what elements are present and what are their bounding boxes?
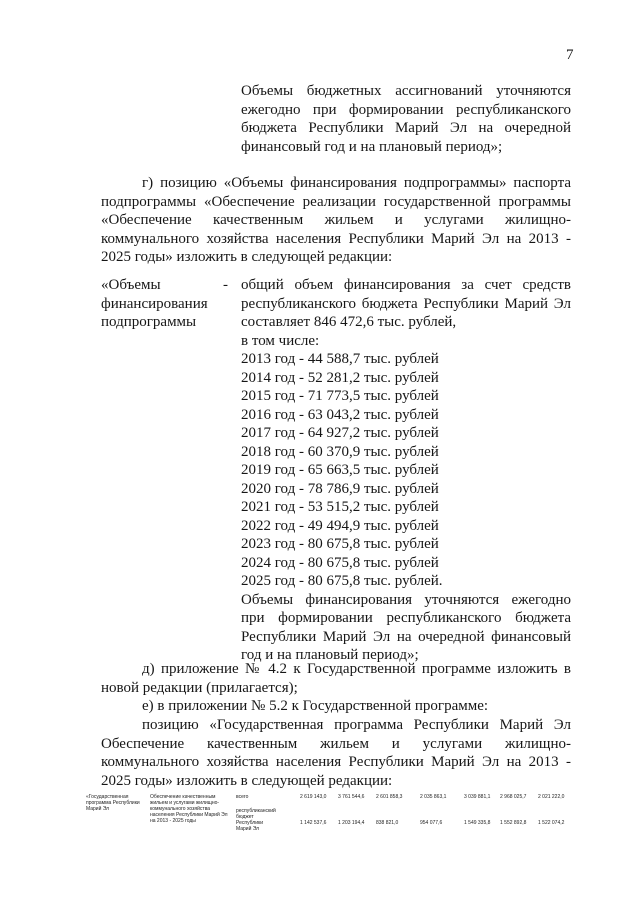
table-cell: 1 522 074,2 <box>538 820 565 826</box>
table-cell: 2 021 222,0 <box>538 794 565 800</box>
table-cell: 1 203 194,4 <box>338 820 365 826</box>
page-number: 7 <box>566 47 574 63</box>
financing-value <box>241 276 571 665</box>
table-cell: 1 552 892,8 <box>500 820 527 826</box>
table-cell: 1 549 335,8 <box>464 820 491 826</box>
label-dash: - <box>223 277 228 293</box>
year-item: 2020 год - 78 786,9 тыс. рублей <box>241 480 439 497</box>
financing-note: Объемы финансирования уточняются ежегодно при формировании республиканского бюджета Республики Марий Эл на очередной финансовый год и на плановый период»; <box>241 591 571 663</box>
table-cell: 2 035 863,1 <box>420 794 447 800</box>
table-cell: 2 968 025,7 <box>500 794 527 800</box>
year-item: 2024 год - 80 675,8 тыс. рублей <box>241 554 439 571</box>
table-cell: 838 821,0 <box>376 820 399 826</box>
mini-table-program-title: Обеспечение качественным жильем и услугами жилищно-коммунального хозяйства населения Республики Марий Эл на 2013 - 2025 годы <box>150 794 228 824</box>
table-cell: 3 761 544,6 <box>338 794 365 800</box>
table-cell: 2 619 143,0 <box>300 794 327 800</box>
paragraph-e: е) в приложении № 5.2 к Государственной программе: <box>142 698 489 714</box>
paragraph-g: г) позицию «Объемы финансирования подпрограммы» паспорта подпрограммы «Обеспечение реализации государственной программы «Обеспечение качественным жильем и услугами жилищно-коммунального хозяйства населения Республики Марий Эл на 2013 - 2025 годы» изложить в следующей редакции: <box>101 175 571 265</box>
year-item: 2015 год - 71 773,5 тыс. рублей <box>241 388 439 404</box>
year-item: 2019 год - 65 663,5 тыс. рублей <box>241 462 439 478</box>
budget-note: Объемы бюджетных ассигнований уточняются ежегодно при формировании республиканского бюджета Республики Марий Эл на очередной финансовый год и на плановый период»; <box>241 83 571 155</box>
total-financing-text: общий объем финансирования за счет средств республиканского бюджета Республики Марий Эл составляет 846 472,6 тыс. рублей, <box>241 277 571 330</box>
year-item: 2021 год - 53 515,2 тыс. рублей <box>241 499 439 515</box>
mini-table-row-total <box>0 794 639 802</box>
label-line: «Объемы <box>101 277 161 293</box>
year-item: 2013 год - 44 588,7 тыс. рублей <box>241 351 439 367</box>
label-line: финансирования <box>101 295 208 312</box>
mini-table-row-budget <box>0 820 639 828</box>
year-item: 2025 год - 80 675,8 тыс. рублей. <box>241 573 443 589</box>
in-that-number: в том числе: <box>241 332 320 349</box>
table-cell: 2 601 858,3 <box>376 794 403 800</box>
year-item: 2017 год - 64 927,2 тыс. рублей <box>241 425 439 441</box>
financing-label <box>101 276 228 332</box>
mini-table-row2-label: республиканский бюджет Республики Марий Эл <box>236 808 276 832</box>
mini-table-program-name: «Государственная программа Республики Марий Эл <box>86 794 140 812</box>
table-cell: 1 142 537,6 <box>300 820 327 826</box>
year-item: 2014 год - 52 281,2 тыс. рублей <box>241 369 439 386</box>
mini-table-row1-label: всего <box>236 794 249 800</box>
table-cell: 3 039 881,1 <box>464 794 491 800</box>
label-line: подпрограммы <box>101 314 197 330</box>
paragraph-position: позицию «Государственная программа Республики Марий Эл Обеспечение качественным жильем и услугами жилищно-коммунального хозяйства населения Республики Марий Эл на 2013 - 2025 годы» изложить в следующей редакции: <box>101 717 571 789</box>
year-list <box>241 350 571 591</box>
paragraph-d: д) приложение № 4.2 к Государственной программе изложить в новой редакции (прилагается); <box>101 661 571 696</box>
year-item: 2023 год - 80 675,8 тыс. рублей <box>241 536 439 552</box>
year-item: 2018 год - 60 370,9 тыс. рублей <box>241 443 439 460</box>
table-cell: 954 077,6 <box>420 820 443 826</box>
year-item: 2016 год - 63 043,2 тыс. рублей <box>241 406 439 423</box>
year-item: 2022 год - 49 494,9 тыс. рублей <box>241 517 439 534</box>
